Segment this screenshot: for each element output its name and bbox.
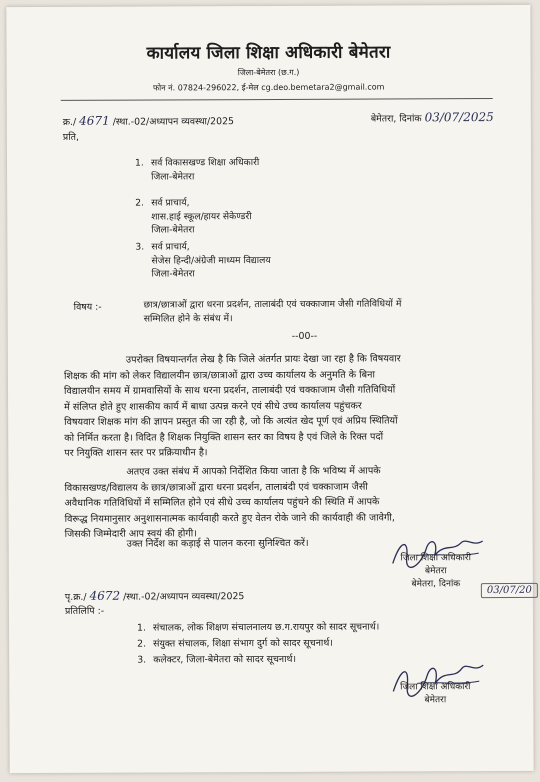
copy-ref-number-handwritten: 4672 [89,588,121,603]
para-line: विकासखण्ड/विद्यालय के छात्र/छात्राओं द्वारा धरना प्रदर्शन, तालाबंदी एवं चक्काजाम जैसी [64,481,368,494]
para-line: शिक्षक की मांग को लेकर विद्यालयीन छात्र/छात्राओं द्वारा उच्च कार्यालय के अनुमति के बिना [63,369,375,382]
signatory-place: बेमेतरा [424,695,447,706]
copy-label: प्रतिलिपि :- [64,605,105,617]
copy-item [137,620,379,637]
body-paragraph-2 [64,463,510,542]
para-line: जिसकी जिम्मेदारी आप स्वयं की होगी। [64,528,197,540]
ref-prefix: क्र./ [62,116,77,128]
para-line: उपरोक्त विषयान्तर्गत लेख है कि जिले अंतर्गत प्रायः देखा जा रहा है कि विषयवार [125,353,401,366]
recipient-3 [135,240,270,281]
copy-item-text: संचालक, लोक शिक्षण संचालनालय छ.ग.रायपुर को सादर सूचनार्थ। [153,621,380,634]
recipient-line: सर्व विकासखण्ड शिक्षा अधिकारी [150,157,260,169]
signatory-title: जिला शिक्षा अधिकारी [400,682,471,693]
office-district: जिला-बेमेतरा (छ.ग.) [237,67,300,78]
copy-ref-prefix: पृ.क्र./ [64,591,87,603]
subject-line: छात्र/छात्राओं द्वारा धरना प्रदर्शन, तालाबंदी एवं चक्काजाम जैसी गतिविधियों में [143,298,402,311]
subject-text [144,297,506,327]
date-handwritten: 03/07/2025 [424,110,494,125]
office-title: कार्यालय जिला शिक्षा अधिकारी बेमेतरा [146,42,391,64]
recipient-1 [135,156,259,184]
recipient-line: शास.हाई स्कूल/हायर सेकेण्डरी [151,210,252,223]
copy-item-num: 3. [137,654,147,666]
signatory-title: जिला शिक्षा अधिकारी [400,553,471,564]
copy-item [137,636,379,653]
recipient-line: सर्व प्राचार्य, [151,197,190,209]
para-line: में संलिप्त होते हुए शासकीय कार्य में बाधा उत्पन्न करने एवं सीधे उच्च कार्यालय पहुंचकर [64,400,362,413]
para-line: पर नियुक्ति शासन स्तर पर प्रक्रियाधीन है। [64,447,208,459]
office-contact: फोन नं. 07824-296022, ई-मेल cg.deo.bemetara2@gmail.com [152,82,385,93]
subject-line: सम्मिलित होने के संबंध में। [143,313,233,325]
copy-item-text: कलेक्टर, जिला-बेमेतरा को सादर सूचनार्थ। [153,653,297,666]
letter-page [6,5,533,773]
sign-date-handwritten: 03/07/20 [481,583,538,598]
para-line: अवैधानिक गतिविधियों में सम्मिलित होने एवं सीधे उच्च कार्यालय पहुंचने की स्थिति में आपके [64,496,380,509]
place-date-label: बेमेतरा, दिनांक [370,113,422,125]
recipient-line: जिला-बेमेतरा [151,170,195,183]
copy-signature-block [385,681,485,707]
to-label: प्रति, [62,131,80,143]
subject-label: विषय :- [73,301,102,313]
copy-item-text: संयुक्त संचालक, शिक्षा संभाग दुर्ग को सादर सूचनार्थ। [153,637,333,650]
copy-reference [65,588,245,603]
ref-suffix: /स्था.-02/अध्यापन व्यवस्था/2025 [112,116,235,128]
copy-item-num: 1. [137,622,147,634]
recipient-line: जिला-बेमेतरा [151,268,195,280]
recipient-num: 2. [135,197,144,209]
para-line: विषयवार शिक्षक मांग की ज्ञापन प्रस्तुत की जा रही है, जो कि अत्यंत खेद पूर्ण एवं अप्रिय स्थितियों [64,415,398,428]
recipient-num: 3. [135,241,145,253]
reference-number [63,113,234,128]
para-line: अतएव उक्त संबंध में आपको निर्देशित किया जाता है कि भविष्य में आपके [126,465,381,478]
signatory-date-label: बेमेतरा, दिनांक [411,579,461,590]
recipient-line: जिला-बेमेतरा [151,224,195,236]
ref-number-handwritten: 4671 [79,113,110,128]
copy-item-num: 2. [137,638,147,650]
recipient-2 [135,196,252,237]
recipient-line: सर्व प्राचार्य, [151,241,190,253]
signatory-place: बेमेतरा [424,566,447,577]
header-divider [61,98,493,101]
place-date [371,110,494,125]
recipient-num: 1. [134,157,144,169]
body-paragraph-1 [64,351,510,461]
copy-ref-suffix: /स्था.-02/अध्यापन व्यवस्था/2025 [123,591,245,603]
copy-list [137,620,379,669]
divider-mark: --00-- [291,330,318,342]
body-paragraph-3: उक्त निर्देश का कड़ाई से पालन करना सुनिश्चित करें। [126,537,309,550]
para-line: विरूद्ध नियमानुसार अनुशासनात्मक कार्यवाही करते हुए वेतन रोके जाने की कार्यवाही की जावेगी, [64,511,395,525]
recipient-line: सेजेस हिन्दी/अंग्रेजी माध्यम विद्यालय [151,254,271,267]
para-line: को निर्मित करता है। विदित है शिक्षक नियुक्ति शासन स्तर का विषय है एवं जिले के रिक्त पदों [64,431,384,444]
signature-block [387,552,485,591]
para-line: विद्यालयीन समय में ग्रामवासियों के साथ धरना प्रदर्शन, तालाबंदी एवं चक्काजाम जैसी गतिविधियों [63,384,396,397]
copy-item [137,652,379,669]
